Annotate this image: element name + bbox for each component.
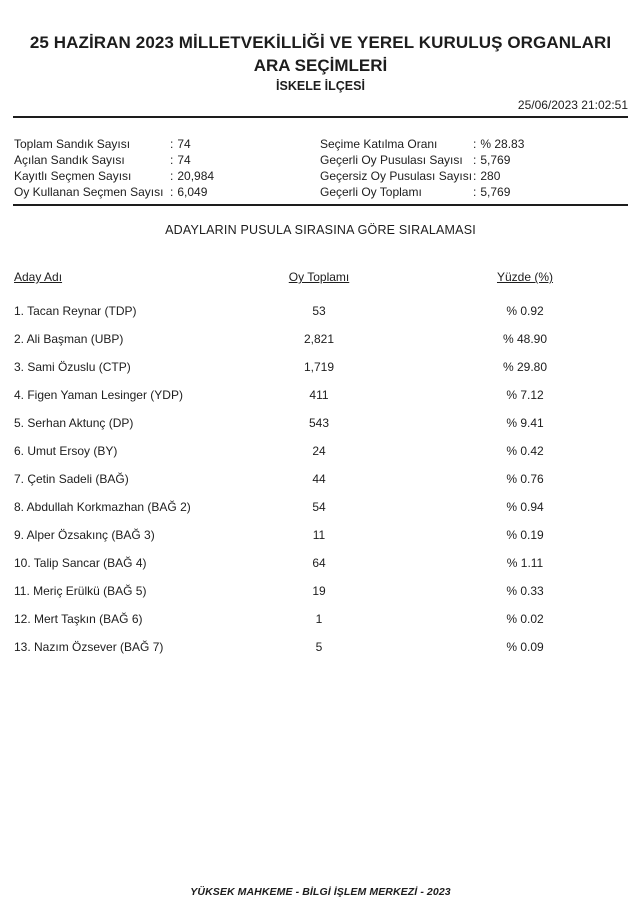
candidate-percent: % 0.02 bbox=[506, 612, 544, 626]
candidate-percent: % 0.92 bbox=[506, 304, 544, 318]
table-row bbox=[0, 472, 641, 500]
candidate-name: 10. Talip Sancar (BAĞ 4) bbox=[14, 556, 147, 570]
candidate-votes: 44 bbox=[312, 472, 326, 486]
candidate-votes: 411 bbox=[309, 388, 329, 402]
column-header-percent: Yüzde (%) bbox=[496, 270, 554, 284]
page-title-line2: ARA SEÇİMLERİ bbox=[253, 56, 388, 75]
candidate-percent: % 0.42 bbox=[506, 444, 544, 458]
stat-separator: : bbox=[170, 153, 174, 167]
candidate-name: 1. Tacan Reynar (TDP) bbox=[14, 304, 137, 318]
stat-row bbox=[320, 152, 628, 168]
candidate-percent: % 0.76 bbox=[506, 472, 544, 486]
candidate-name: 4. Figen Yaman Lesinger (YDP) bbox=[14, 388, 183, 402]
stat-row bbox=[14, 184, 320, 200]
candidate-percent: % 1.11 bbox=[506, 556, 544, 570]
table-row bbox=[0, 584, 641, 612]
stat-row bbox=[320, 136, 628, 152]
candidate-votes: 54 bbox=[312, 500, 326, 514]
candidate-name: 8. Abdullah Korkmazhan (BAĞ 2) bbox=[14, 500, 191, 514]
table-row bbox=[0, 360, 641, 388]
stat-row bbox=[14, 136, 320, 152]
stat-value: 5,769 bbox=[480, 153, 511, 167]
table-body bbox=[0, 304, 641, 668]
horizontal-rule-top bbox=[13, 116, 628, 118]
candidate-votes: 19 bbox=[312, 584, 326, 598]
stat-label: Oy Kullanan Seçmen Sayısı bbox=[14, 185, 164, 199]
table-row bbox=[0, 416, 641, 444]
stat-separator: : bbox=[170, 169, 174, 183]
section-title: ADAYLARIN PUSULA SIRASINA GÖRE SIRALAMASI bbox=[165, 223, 476, 237]
column-header-votes: Oy Toplamı bbox=[288, 270, 350, 284]
stat-label: Kayıtlı Seçmen Sayısı bbox=[14, 169, 132, 183]
table-row bbox=[0, 500, 641, 528]
stat-row bbox=[14, 168, 320, 184]
candidate-percent: % 29.80 bbox=[502, 360, 548, 374]
candidate-percent: % 0.33 bbox=[506, 584, 544, 598]
candidate-votes: 543 bbox=[308, 416, 330, 430]
table-row bbox=[0, 388, 641, 416]
stat-label: Geçerli Oy Toplamı bbox=[320, 185, 422, 199]
stat-separator: : bbox=[473, 185, 477, 199]
candidate-name: 9. Alper Özsakınç (BAĞ 3) bbox=[14, 528, 155, 542]
candidate-votes: 11 bbox=[312, 528, 326, 542]
candidate-name: 6. Umut Ersoy (BY) bbox=[14, 444, 118, 458]
candidate-votes: 53 bbox=[312, 304, 326, 318]
stat-value: 20,984 bbox=[177, 169, 215, 183]
candidate-votes: 24 bbox=[312, 444, 326, 458]
table-row bbox=[0, 444, 641, 472]
candidate-votes: 64 bbox=[312, 556, 326, 570]
candidate-name: 7. Çetin Sadeli (BAĞ) bbox=[14, 472, 129, 486]
stat-row bbox=[320, 184, 628, 200]
footer-text: YÜKSEK MAHKEME - BİLGİ İŞLEM MERKEZİ - 2023 bbox=[190, 886, 451, 898]
stat-label: Geçerli Oy Pusulası Sayısı bbox=[320, 153, 463, 167]
stat-value: % 28.83 bbox=[480, 137, 525, 151]
stat-label: Seçime Katılma Oranı bbox=[320, 137, 438, 151]
horizontal-rule-bottom bbox=[13, 204, 628, 206]
candidate-name: 12. Mert Taşkın (BAĞ 6) bbox=[14, 612, 143, 626]
candidate-percent: % 48.90 bbox=[502, 332, 548, 346]
stat-value: 6,049 bbox=[177, 185, 208, 199]
report-timestamp: 25/06/2023 21:02:51 bbox=[517, 98, 628, 112]
table-row bbox=[0, 332, 641, 360]
candidate-name: 13. Nazım Özsever (BAĞ 7) bbox=[14, 640, 164, 654]
candidate-percent: % 0.09 bbox=[506, 640, 544, 654]
stats-column-right bbox=[320, 136, 628, 200]
candidate-percent: % 7.12 bbox=[506, 388, 544, 402]
stat-separator: : bbox=[473, 153, 477, 167]
stat-separator: : bbox=[170, 137, 174, 151]
stat-separator: : bbox=[473, 169, 477, 183]
stat-label: Geçersiz Oy Pusulası Sayısı bbox=[320, 169, 473, 183]
candidate-name: 2. Ali Başman (UBP) bbox=[14, 332, 124, 346]
table-row bbox=[0, 640, 641, 668]
district-title: İSKELE İLÇESİ bbox=[276, 79, 365, 93]
table-row bbox=[0, 304, 641, 332]
candidate-name: 3. Sami Özuslu (CTP) bbox=[14, 360, 131, 374]
stat-row bbox=[320, 168, 628, 184]
stat-label: Açılan Sandık Sayısı bbox=[14, 153, 125, 167]
table-header-row bbox=[0, 270, 641, 286]
stat-separator: : bbox=[473, 137, 477, 151]
stat-row bbox=[14, 152, 320, 168]
candidate-percent: % 0.19 bbox=[506, 528, 544, 542]
candidate-votes: 2,821 bbox=[303, 332, 335, 346]
stats-column-left bbox=[14, 136, 320, 200]
table-row bbox=[0, 556, 641, 584]
stat-separator: : bbox=[170, 185, 174, 199]
column-header-candidate: Aday Adı bbox=[14, 270, 63, 284]
candidate-name: 5. Serhan Aktunç (DP) bbox=[14, 416, 134, 430]
stat-label: Toplam Sandık Sayısı bbox=[14, 137, 131, 151]
candidate-votes: 1,719 bbox=[303, 360, 335, 374]
candidate-votes: 5 bbox=[315, 640, 323, 654]
summary-stats bbox=[14, 136, 628, 200]
candidate-name: 11. Meriç Erülkü (BAĞ 5) bbox=[14, 584, 147, 598]
stat-value: 74 bbox=[177, 137, 191, 151]
stat-value: 5,769 bbox=[480, 185, 511, 199]
page-title-line1: 25 HAZİRAN 2023 MİLLETVEKİLLİĞİ VE YEREL KURULUŞ ORGANLARI bbox=[29, 33, 612, 52]
table-row bbox=[0, 528, 641, 556]
candidate-percent: % 9.41 bbox=[506, 416, 544, 430]
candidate-percent: % 0.94 bbox=[506, 500, 544, 514]
stat-value: 280 bbox=[480, 169, 501, 183]
stat-value: 74 bbox=[177, 153, 191, 167]
table-row bbox=[0, 612, 641, 640]
candidate-votes: 1 bbox=[315, 612, 323, 626]
